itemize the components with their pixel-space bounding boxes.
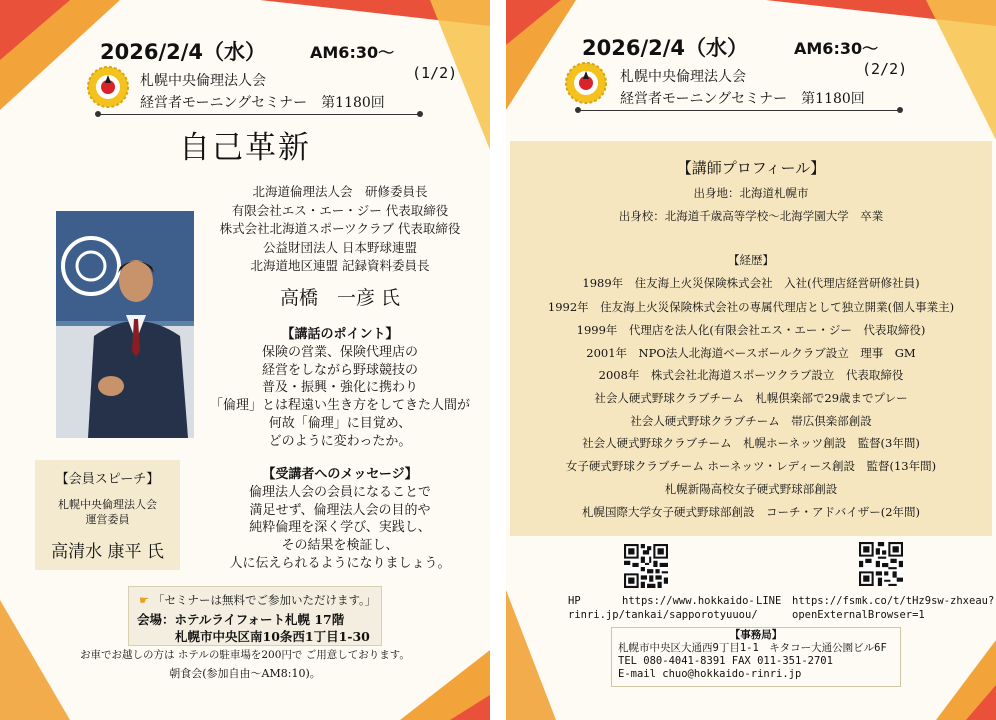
talk-points	[205, 326, 475, 451]
venue: 会場：ホテルライフォート札幌 17階	[137, 612, 345, 627]
history-item: 2008年 株式会社北海道スポーツクラブ設立 代表取締役	[598, 368, 904, 382]
history-item: 1989年 住友海上火災保険株式会社 入社(代理店経営研修社員)	[582, 276, 920, 290]
flyer-page-1	[0, 0, 490, 720]
seminar-name: 経営者モーニングセミナー 第1180回	[140, 95, 385, 111]
talk-point-line: 普及・振興・強化に携わり	[261, 380, 418, 396]
office-tel: TEL 080-4041-8391 FAX 011-351-2701	[618, 655, 833, 667]
profile-heading: 【講師プロフィール】	[676, 159, 826, 177]
breakfast-note: 朝食会(参加自由〜AM8:10)。	[169, 667, 321, 680]
hp-label: HP	[568, 595, 581, 607]
hp-url-line2[interactable]: rinri.jp/tankai/sapporotyuuou/	[568, 609, 758, 621]
venue-address: 札幌市中央区南10条西1丁目1-30	[175, 629, 370, 644]
talk-point-line: 保険の営業、保険代理店の	[261, 344, 418, 360]
office-heading: 【事務局】	[729, 629, 783, 641]
hp-url-line1[interactable]: https://www.hokkaido-	[622, 595, 755, 607]
parking-note: お車でお越しの方は ホテルの駐車場を200円で ご用意しております。	[80, 649, 410, 661]
message-line: 純粋倫理を深く学び、実践し、	[249, 520, 431, 536]
message-line: その結果を検証し、	[281, 538, 399, 554]
page-indicator: (2/2)	[862, 60, 908, 78]
line-url-line2[interactable]: openExternalBrowser=1	[792, 609, 925, 621]
seminar-date: 2026/2/4（水）	[100, 40, 267, 64]
line-label: LINE	[756, 595, 782, 607]
attendee-message	[205, 466, 475, 573]
speaker-title-line: 有限会社エス・エー・ジー 代表取締役	[231, 202, 449, 218]
talk-point-line: どのように変わったか。	[268, 433, 412, 449]
header-divider	[578, 110, 900, 111]
office-box	[611, 627, 901, 687]
office-address: 札幌市中央区大通西9丁目1-1 キタコー大通公園ビル6F	[618, 642, 887, 654]
history-item: 札幌国際大学女子硬式野球部創設 コーチ・アドバイザー(2年間)	[581, 505, 921, 519]
school: 出身校：北海道千歳高等学校〜北海学園大学 卒業	[618, 209, 884, 223]
pointing-hand-icon: ☛	[139, 593, 153, 607]
venue-box	[128, 586, 382, 646]
speaker-profile	[510, 141, 992, 536]
seminar-time: AM6:30〜	[794, 39, 879, 58]
history-item: 社会人硬式野球クラブチーム 札幌ホーネッツ創設 監督(3年間)	[582, 436, 920, 450]
history-heading: 【経歴】	[728, 253, 774, 267]
birthplace: 出身地：北海道札幌市	[693, 186, 809, 200]
message-line: 人に伝えられるようになりましょう。	[229, 555, 451, 571]
message-heading: 【受講者へのメッセージ】	[262, 467, 418, 482]
org-name: 札幌中央倫理法人会	[140, 73, 266, 89]
speaker-titles	[190, 183, 490, 276]
talk-points-heading: 【講話のポイント】	[281, 327, 399, 342]
member-role: 運営委員	[85, 513, 130, 526]
history-item: 札幌新陽高校女子硬式野球部創設	[664, 482, 838, 496]
talk-point-line: 経営をしながら野球競技の	[261, 362, 418, 378]
speaker-title-line: 北海道地区連盟 記録資料委員長	[250, 258, 430, 273]
member-speech-heading: 【会員スピーチ】	[55, 472, 160, 487]
speaker-title-line: 株式会社北海道スポーツクラブ 代表取締役	[219, 221, 461, 236]
message-line: 倫理法人会の会員になることで	[248, 484, 431, 500]
message-line: 満足せず、倫理法人会の目的や	[249, 502, 431, 518]
office-email[interactable]: E-mail chuo@hokkaido-rinri.jp	[618, 668, 802, 680]
member-speech-box	[35, 460, 180, 570]
history-item: 2001年 NPO法人北海道ベースボールクラブ設立 理事 GM	[586, 346, 916, 360]
lecture-title: 自己革新	[179, 130, 311, 166]
header-divider	[98, 114, 420, 115]
seminar-time: AM6:30〜	[310, 43, 395, 62]
deco-triangle	[506, 590, 556, 720]
talk-point-line: 「倫理」とは程遠い生き方をしてきた人間が	[209, 398, 470, 414]
page-indicator: (1/2)	[412, 64, 458, 82]
deco-triangle	[926, 0, 996, 140]
line-qr-code[interactable]	[859, 542, 903, 586]
rinri-emblem-icon	[565, 62, 607, 104]
history-item: 女子硬式野球クラブチーム ホーネッツ・レディース創設 監督(13年間)	[565, 459, 937, 473]
speaker-photo	[56, 211, 194, 438]
speaker-title-line: 公益財団法人 日本野球連盟	[263, 239, 417, 255]
speaker-name: 高橋 一彦 氏	[279, 287, 401, 309]
rinri-emblem-icon	[87, 66, 129, 108]
deco-triangle	[450, 695, 490, 720]
free-note	[139, 592, 376, 608]
member-name: 高清水 康平 氏	[51, 542, 164, 562]
deco-triangle	[506, 0, 561, 45]
line-url-line1[interactable]: https://fsmk.co/t/tHz9sw-zhxeau?	[792, 595, 995, 607]
history-item: 社会人硬式野球クラブチーム 帯広倶楽部創設	[630, 414, 872, 428]
seminar-date: 2026/2/4（水）	[582, 36, 749, 60]
deco-triangle	[0, 0, 70, 60]
history-item: 1992年 住友海上火災保険株式会社の専属代理店として独立開業(個人事業主)	[547, 300, 955, 314]
history-item: 1999年 代理店を法人化(有限会社エス・エー・ジー 代表取締役)	[576, 323, 926, 337]
deco-triangle	[966, 685, 996, 720]
hp-qr-code[interactable]	[624, 544, 668, 588]
org-name: 札幌中央倫理法人会	[620, 69, 746, 85]
member-org: 札幌中央倫理法人会	[58, 498, 157, 511]
talk-point-line: 何故「倫理」に目覚め、	[268, 415, 412, 431]
free-note-text: 「セミナーは無料でご参加いただけます。」	[152, 593, 377, 607]
flyer-page-2	[506, 0, 996, 720]
speaker-title-line: 北海道倫理法人会 研修委員長	[252, 184, 428, 199]
seminar-name: 経営者モーニングセミナー 第1180回	[620, 91, 865, 107]
history-item: 社会人硬式野球クラブチーム 札幌倶楽部で29歳までプレー	[594, 391, 908, 405]
